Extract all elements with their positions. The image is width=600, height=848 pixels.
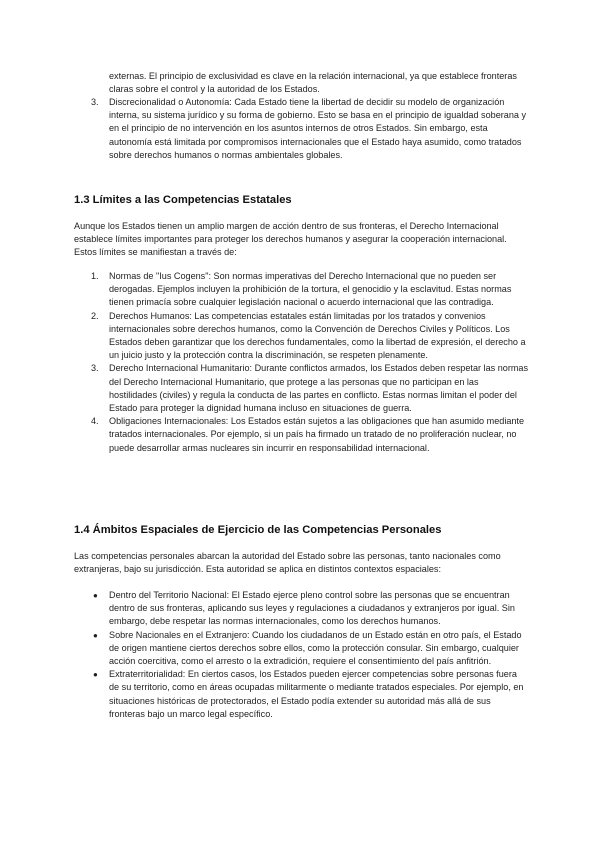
list-item <box>74 96 529 162</box>
list-item-text: Dentro del Territorio Nacional: El Estado ejerce pleno control sobre las personas que se encuentran dentro de sus fronteras, aplicando sus leyes y regulaciones a ciudadanos y extranjeros por igual. Sin embargo, debe respetar las normas internacionales, como los derechos humanos. <box>109 590 515 627</box>
list-item-text: Normas de "Ius Cogens": Son normas imperativas del Derecho Internacional que no pueden ser derogadas. Ejemplos incluyen la prohibición de la tortura, el genocidio y la esclavitud. Estas normas tienen primacía sobre cualquier legislación nacional o acuerdo internacional que las contradiga. <box>109 271 512 308</box>
list-item-text: Derechos Humanos: Las competencias estatales están limitadas por los tratados y convenios internacionales sobre derechos humanos, como la Convención de Derechos Civiles y Políticos. Los Estados deben garantizar que los derechos fundamentales, como la libertad de expresión, el derecho a un juicio justo y la protección contra la discriminación, se respeten plenamente. <box>109 310 526 361</box>
list-number: 2. <box>91 310 99 321</box>
bullet-icon: ● <box>93 591 98 600</box>
list-item <box>74 629 529 669</box>
list-item <box>74 310 529 363</box>
continuation-paragraph: externas. El principio de exclusividad es clave en la relación internacional, ya que establece fronteras claras sobre el control y la autoridad de los Estados. <box>109 71 517 95</box>
list-item <box>74 668 529 721</box>
list-item-text: Obligaciones Internacionales: Los Estados están sujetos a las obligaciones que han asumido mediante tratados internacionales. Por ejemplo, si un país ha firmado un tratado de no proliferación nuclear, no puede desarrollar armas nucleares sin incurrir en responsabilidad internacional. <box>109 416 525 453</box>
bullet-icon: ● <box>93 630 98 640</box>
list-number: 1. <box>91 271 99 281</box>
list-number: 4. <box>91 416 99 427</box>
bullet-icon: ● <box>93 670 98 680</box>
section-1-4-list <box>74 589 529 721</box>
section-1-3-list <box>74 270 529 455</box>
section-1-3-intro: Aunque los Estados tienen un amplio margen de acción dentro de sus fronteras, el Derecho Internacional establece límites importantes para proteger los derechos humanos y asegurar la cooperación internacional. Estos límites se manifiestan a través de: <box>74 221 507 258</box>
section-1-4-intro: Las competencias personales abarcan la autoridad del Estado sobre las personas, tanto nacionales como extranjeras, bajo su jurisdicción. Esta autoridad se aplica en distintos contextos espaciales: <box>74 551 501 575</box>
list-item-text: Discrecionalidad o Autonomía: Cada Estado tiene la libertad de decidir su modelo de organización interna, su sistema jurídico y su forma de gobierno. Esto se basa en el principio de igualdad soberana y en el principio de no intervención en los asuntos internos de otros Estados. Sin embargo, esta autonomía está limitada por compromisos internacionales que el Estado haya asumido, como tratados sobre derechos humanos o normas ambientales globales. <box>109 97 527 160</box>
section-1-4-heading: 1.4 Ámbitos Espaciales de Ejercicio de las Competencias Personales <box>74 524 442 536</box>
item-3-list <box>74 96 529 162</box>
list-number: 3. <box>91 97 99 107</box>
list-item-text: Extraterritorialidad: En ciertos casos, los Estados pueden ejercer competencias sobre personas fuera de su territorio, como en áreas ocupadas militarmente o mediante tratados especiales. Por ejemplo, en situaciones históricas de protectorados, el Estado podía extender su autoridad más allá de sus fronteras bajo un marco legal específico. <box>109 669 524 719</box>
list-item <box>74 270 529 310</box>
list-item-text: Sobre Nacionales en el Extranjero: Cuando los ciudadanos de un Estado están en otro país, el Estado de origen mantiene ciertos derechos sobre ellos, como la protección consular. Sin embargo, cualquier acción coercitiva, como el arresto o la extradición, requiere el consentimiento del país anfitrión. <box>109 629 522 667</box>
list-item-text: Derecho Internacional Humanitario: Durante conflictos armados, los Estados deben respetar las normas del Derecho Internacional Humanitario, que protege a las personas que no participan en las hostilidades (civiles) y regula la conducta de las partes en conflicto. Estas normas limitan el poder del Estado para proteger la dignidad humana incluso en situaciones de guerra. <box>109 363 529 414</box>
list-item <box>74 589 529 629</box>
list-item <box>74 362 529 415</box>
section-1-3-heading: 1.3 Límites a las Competencias Estatales <box>74 194 292 206</box>
list-number: 3. <box>91 363 99 374</box>
list-item <box>74 415 529 455</box>
